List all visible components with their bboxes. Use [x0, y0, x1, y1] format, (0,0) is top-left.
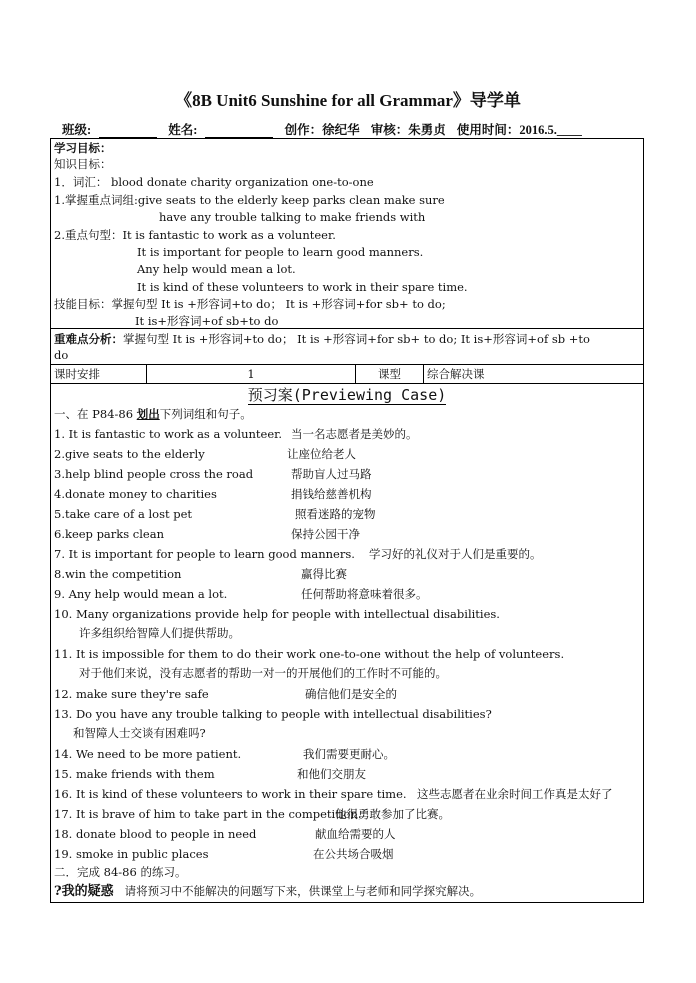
preview-item-zh: 当一名志愿者是美妙的。 — [291, 427, 418, 441]
preview-item-zh: 和智障人士交谈有困难吗? — [73, 726, 206, 740]
preview-item-en: 13. Do you have any trouble talking to people with intellectual disabilities? — [54, 707, 492, 721]
sentences-line-4: It is kind of these volunteers to work in their spare time. — [137, 280, 468, 294]
key-points-section — [51, 329, 643, 365]
preview-item-en: 4.donate money to charities — [54, 487, 217, 501]
preview-item-zh: 这些志愿者在业余时间工作真是太好了 — [417, 787, 613, 801]
preview-item-en: 9. Any help would mean a lot. — [54, 587, 228, 601]
page-title: 《8B Unit6 Sunshine for all Grammar》导学单 — [175, 91, 521, 110]
preview-item-zh: 让座位给老人 — [287, 447, 356, 461]
preview-item-zh: 他很勇敢参加了比赛。 — [335, 807, 450, 821]
vocab-line: 1．词汇： blood donate charity organization one-to-one — [54, 175, 374, 189]
preview-item-en: 15. make friends with them — [54, 767, 215, 781]
name-label: 姓名: — [168, 123, 273, 137]
preview-item-zh: 任何帮助将意味着很多。 — [301, 587, 428, 601]
sentences-line-3: Any help would mean a lot. — [137, 262, 296, 276]
usage-date: 使用时间：2016.5.____ — [456, 123, 582, 137]
skill-line-2: It is+形容词+of sb+to do — [135, 314, 279, 328]
goals-section — [51, 139, 643, 329]
preview-item-en: 8.win the competition — [54, 567, 182, 581]
preview-item-zh: 确信他们是安全的 — [305, 687, 397, 701]
skill-line-1: 技能目标：掌握句型 It is +形容词+to do； It is +形容词+for sb+ to do; — [54, 297, 446, 311]
preview-item-zh: 赢得比赛 — [301, 567, 347, 581]
preview-item-zh: 在公共场合吸烟 — [313, 847, 394, 861]
preview-item-en: 1. It is fantastic to work as a volunteer. — [54, 427, 283, 441]
key-points-line-2: do — [54, 348, 69, 362]
task-2: 二．完成 84-86 的练习。 — [54, 865, 187, 879]
preview-item-en: 17. It is brave of him to take part in the competition. — [54, 807, 362, 821]
preview-item-en: 6.keep parks clean — [54, 527, 164, 541]
preview-item-en: 18. donate blood to people in need — [54, 827, 257, 841]
phrases-line-2: have any trouble talking to make friends with — [159, 210, 426, 224]
key-points-line-1: 重难点分析：掌握句型 It is +形容词+to do； It is +形容词+for sb+ to do; It is+形容词+of sb +to — [54, 332, 590, 346]
preview-item-zh: 对于他们来说，没有志愿者的帮助一对一的开展他们的工作时不可能的。 — [79, 666, 447, 680]
preview-item-zh: 我们需要更耐心。 — [303, 747, 395, 761]
preview-item-en: 11. It is impossible for them to do their work one-to-one without the help of volunteers. — [54, 647, 565, 661]
preview-item-en: 3.help blind people cross the road — [54, 467, 254, 481]
preview-item-en: 16. It is kind of these volunteers to work in their spare time. — [54, 787, 407, 801]
preview-item-en: 14. We need to be more patient. — [54, 747, 242, 761]
preview-item-zh: 学习好的礼仪对于人们是重要的。 — [369, 547, 542, 561]
preview-item-en: 2.give seats to the elderly — [54, 447, 205, 461]
preview-item-zh: 保持公园干净 — [291, 527, 360, 541]
goals-heading: 学习目标： — [54, 141, 112, 155]
schedule-row — [51, 365, 643, 384]
preview-item-zh: 献血给需要的人 — [315, 827, 396, 841]
preview-item-en: 12. make sure they're safe — [54, 687, 209, 701]
preview-item-zh: 捐钱给慈善机构 — [291, 487, 372, 501]
preview-item-zh: 帮助盲人过马路 — [291, 467, 372, 481]
preview-item-en: 7. It is important for people to learn good manners. — [54, 547, 355, 561]
preview-item-en: 5.take care of a lost pet — [54, 507, 193, 521]
type-label: 课型 — [356, 365, 424, 383]
class-label: 班级: — [62, 123, 157, 137]
hours-value: 1 — [147, 365, 356, 383]
doubt-line: ?我的疑惑 请将预习中不能解决的问题写下来，供课堂上与老师和同学探究解决。 — [54, 884, 482, 899]
preview-title: 预习案(Previewing Case) — [247, 386, 447, 404]
sentences-line-2: It is important for people to learn good manners. — [137, 245, 424, 259]
preview-intro: 一、在 P84-86 划出下列词组和句子。 — [54, 407, 252, 421]
knowledge-heading: 知识目标： — [54, 157, 112, 171]
hours-label: 课时安排 — [51, 365, 147, 383]
type-value: 综合解决课 — [427, 367, 485, 381]
preview-item-zh: 许多组织给智障人们提供帮助。 — [79, 626, 240, 640]
sentences-line-1: 2.重点句型：It is fantastic to work as a volunteer. — [54, 228, 336, 242]
preview-item-zh: 和他们交朋友 — [297, 767, 366, 781]
creator: 创作：徐纪华 — [284, 123, 360, 137]
preview-item-zh: 照看迷路的宠物 — [295, 507, 376, 521]
header-meta — [62, 120, 590, 138]
phrases-line-1: 1.掌握重点词组:give seats to the elderly keep parks clean make sure — [54, 193, 445, 207]
reviewer: 审核：朱勇贞 — [370, 123, 446, 137]
preview-item-en: 19. smoke in public places — [54, 847, 209, 861]
preview-item-en: 10. Many organizations provide help for people with intellectual disabilities. — [54, 607, 500, 621]
worksheet-frame — [50, 138, 644, 903]
